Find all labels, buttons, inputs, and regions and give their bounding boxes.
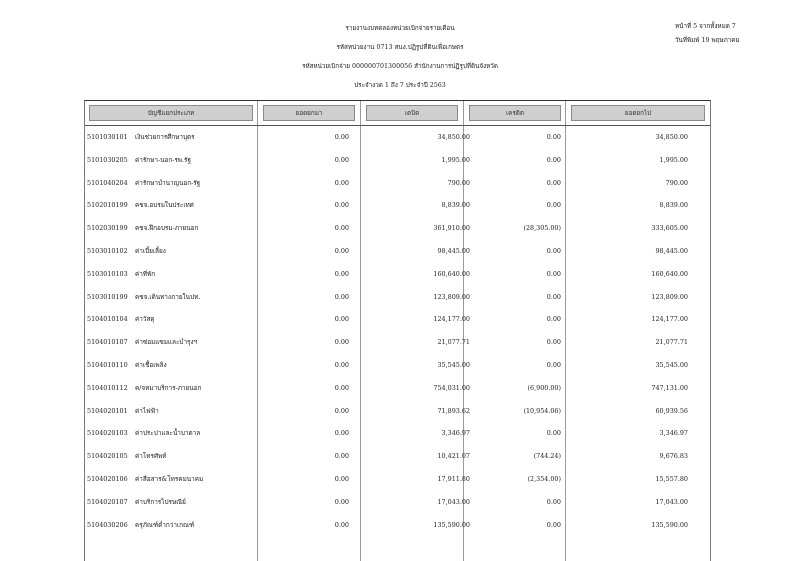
account-code: 5104010110 xyxy=(87,360,128,369)
brought-forward-value: 0.00 xyxy=(334,246,349,255)
table-header xyxy=(85,101,710,125)
debit-value: 3,346.97 xyxy=(441,429,470,438)
account-code: 5104010107 xyxy=(87,338,128,347)
brought-forward-value: 0.00 xyxy=(334,133,349,141)
debit-value: 124,177.00 xyxy=(433,315,470,324)
credit-value: (28,305.00) xyxy=(523,224,561,233)
table-row xyxy=(85,285,710,308)
debit-value: 160,640.00 xyxy=(433,269,470,278)
account-name: ค่าประปาและน้ำบาดาล xyxy=(135,429,201,438)
carried-forward-value: 790.00 xyxy=(665,178,688,187)
account-name: ค่าวัสดุ xyxy=(135,315,155,324)
account-code: 5104010104 xyxy=(87,315,128,324)
print-date: วันที่พิมพ์ 19 พฤษภาคม xyxy=(675,37,740,44)
carried-forward-value: 15,557.80 xyxy=(655,474,688,483)
debit-value: 8,839.00 xyxy=(441,201,470,210)
account-name: คชจ.เดินทางภายในปท. xyxy=(135,292,201,301)
account-code: 5104020106 xyxy=(87,474,128,483)
account-name: ค/จหมาบริการ-ภายนอก xyxy=(135,383,202,392)
debit-value: 790.00 xyxy=(447,178,470,187)
debit-value: 135,590.00 xyxy=(433,520,470,529)
table-row xyxy=(85,262,710,285)
account-code: 5104010112 xyxy=(87,383,128,392)
account-name: คชจ.ฝึกอบรม-ภายนอก xyxy=(135,224,199,233)
carried-forward-value: 21,077.71 xyxy=(655,338,688,347)
brought-forward-value: 0.00 xyxy=(334,520,349,529)
account-code: 5102010199 xyxy=(87,201,128,210)
account-code: 5101040204 xyxy=(87,178,128,187)
carried-forward-value: 1,995.00 xyxy=(659,155,688,164)
report-title: รายงานงบทดลองหน่วยเบิกจ่ายรายเดือน xyxy=(345,25,455,32)
carried-forward-value: 124,177.00 xyxy=(651,315,688,324)
credit-value: (6,900.00) xyxy=(527,383,561,392)
debit-value: 1,995.00 xyxy=(441,155,470,164)
table-row xyxy=(85,444,710,467)
table-row xyxy=(85,193,710,216)
carried-forward-value: 34,850.00 xyxy=(655,133,688,141)
table-row xyxy=(85,513,710,536)
header-debit: เดบิต xyxy=(366,105,458,121)
table-row xyxy=(85,125,710,148)
period-line: ประจำงวด 1 ถึง 7 ประจำปี 2563 xyxy=(354,82,446,89)
agency-line: รหัสหน่วยงาน 0713 สนง.ปฏิรูปที่ดินเพื่อเกษตร xyxy=(336,44,464,51)
account-name: ค่าที่พัก xyxy=(135,269,156,278)
account-name: ค่าบริการไปรษณีย์ xyxy=(135,497,186,506)
header-credit: เครดิต xyxy=(469,105,561,121)
account-name: ครุภัณฑ์ต่ำกว่าเกณฑ์ xyxy=(135,520,195,529)
page-number: หน้าที่ 5 จากทั้งหมด 7 xyxy=(675,23,736,30)
brought-forward-value: 0.00 xyxy=(334,269,349,278)
account-name: ค่าซ่อมแซมและบำรุงฯ xyxy=(135,338,198,347)
brought-forward-value: 0.00 xyxy=(334,360,349,369)
table-row xyxy=(85,330,710,353)
carried-forward-value: 17,043.00 xyxy=(655,497,688,506)
credit-value: 0.00 xyxy=(546,338,561,347)
brought-forward-value: 0.00 xyxy=(334,338,349,347)
debit-value: 123,809.00 xyxy=(433,292,470,301)
credit-value: 0.00 xyxy=(546,520,561,529)
carried-forward-value: 333,605.00 xyxy=(651,224,688,233)
debit-value: 754,031.00 xyxy=(433,383,470,392)
brought-forward-value: 0.00 xyxy=(334,178,349,187)
table-row xyxy=(85,307,710,330)
debit-value: 17,043.00 xyxy=(437,497,470,506)
debit-value: 35,545.00 xyxy=(437,360,470,369)
account-name: คชจ.อบรมในประเทศ xyxy=(135,201,194,210)
brought-forward-value: 0.00 xyxy=(334,292,349,301)
account-name: ค่าสื่อสาร&โทรคมนาคม xyxy=(135,474,204,483)
carried-forward-value: 8,839.00 xyxy=(659,201,688,210)
credit-value: (10,954.06) xyxy=(523,406,561,415)
table-row xyxy=(85,216,710,239)
credit-value: 0.00 xyxy=(546,155,561,164)
carried-forward-value: 9,676.83 xyxy=(659,452,688,461)
brought-forward-value: 0.00 xyxy=(334,383,349,392)
debit-value: 34,850.00 xyxy=(437,133,470,141)
account-name: ค่ารักษาบำนาญนอก-รัฐ xyxy=(135,178,201,187)
brought-forward-value: 0.00 xyxy=(334,452,349,461)
brought-forward-value: 0.00 xyxy=(334,406,349,415)
credit-value: 0.00 xyxy=(546,292,561,301)
debit-value: 98,445.00 xyxy=(437,246,470,255)
account-code: 5103010103 xyxy=(87,269,128,278)
carried-forward-value: 60,939.56 xyxy=(655,406,688,415)
table-row xyxy=(85,490,710,513)
account-code: 5103010199 xyxy=(87,292,128,301)
table-row xyxy=(85,171,710,194)
credit-value: 0.00 xyxy=(546,269,561,278)
account-name: ค่าโทรศัพท์ xyxy=(135,452,167,461)
brought-forward-value: 0.00 xyxy=(334,224,349,233)
carried-forward-value: 35,545.00 xyxy=(655,360,688,369)
credit-value: 0.00 xyxy=(546,360,561,369)
account-name: ค่ารักษา-นอก-รพ.รัฐ xyxy=(135,155,191,164)
account-code: 5104020107 xyxy=(87,497,128,506)
trial-balance-table xyxy=(84,100,711,561)
account-code: 5102030199 xyxy=(87,224,128,233)
credit-value: 0.00 xyxy=(546,178,561,187)
header-account: บัญชีแยกประเภท xyxy=(89,105,253,121)
debit-value: 71,893.62 xyxy=(437,406,470,415)
carried-forward-value: 160,640.00 xyxy=(651,269,688,278)
credit-value: 0.00 xyxy=(546,429,561,438)
table-row xyxy=(85,376,710,399)
carried-forward-value: 135,590.00 xyxy=(651,520,688,529)
debit-value: 10,421.07 xyxy=(437,452,470,461)
table-row xyxy=(85,353,710,376)
table-row xyxy=(85,467,710,490)
brought-forward-value: 0.00 xyxy=(334,315,349,324)
brought-forward-value: 0.00 xyxy=(334,201,349,210)
carried-forward-value: 98,445.00 xyxy=(655,246,688,255)
header-carried-forward: ยอดยกไป xyxy=(571,105,705,121)
credit-value: 0.00 xyxy=(546,315,561,324)
brought-forward-value: 0.00 xyxy=(334,429,349,438)
page-info xyxy=(675,20,795,48)
carried-forward-value: 123,809.00 xyxy=(651,292,688,301)
debit-value: 21,077.71 xyxy=(437,338,470,347)
credit-value: 0.00 xyxy=(546,246,561,255)
table-row xyxy=(85,239,710,262)
account-code: 5104020105 xyxy=(87,452,128,461)
brought-forward-value: 0.00 xyxy=(334,497,349,506)
table-row xyxy=(85,421,710,444)
credit-value: (744.24) xyxy=(533,452,561,461)
header-brought-forward: ยอดยกมา xyxy=(263,105,355,121)
account-name: เงินช่วยการศึกษาบุตร xyxy=(135,133,195,141)
brought-forward-value: 0.00 xyxy=(334,474,349,483)
credit-value: 0.00 xyxy=(546,497,561,506)
table-body xyxy=(85,125,710,535)
credit-value: 0.00 xyxy=(546,133,561,141)
table-row xyxy=(85,148,710,171)
table-row xyxy=(85,399,710,422)
credit-value: 0.00 xyxy=(546,201,561,210)
account-code: 5104030206 xyxy=(87,520,128,529)
account-code: 5104020103 xyxy=(87,429,128,438)
account-code: 5104020101 xyxy=(87,406,128,415)
disbursing-unit-line: รหัสหน่วยเบิกจ่าย 000000701300056 สำนักงานการปฏิรูปที่ดินจังหวัด xyxy=(302,63,498,70)
credit-value: (2,354.00) xyxy=(527,474,561,483)
debit-value: 361,910.00 xyxy=(433,224,470,233)
account-name: ค่าเชื้อเพลิง xyxy=(135,360,167,369)
account-name: ค่าไฟฟ้า xyxy=(135,406,159,415)
brought-forward-value: 0.00 xyxy=(334,155,349,164)
report-header xyxy=(230,19,570,95)
carried-forward-value: 3,346.97 xyxy=(659,429,688,438)
debit-value: 17,911.80 xyxy=(437,474,470,483)
account-code: 5103010102 xyxy=(87,246,128,255)
carried-forward-value: 747,131.00 xyxy=(651,383,688,392)
account-code: 5101030205 xyxy=(87,155,128,164)
account-code: 5101030101 xyxy=(87,133,128,141)
account-name: ค่าเบี้ยเลี้ยง xyxy=(135,246,166,255)
